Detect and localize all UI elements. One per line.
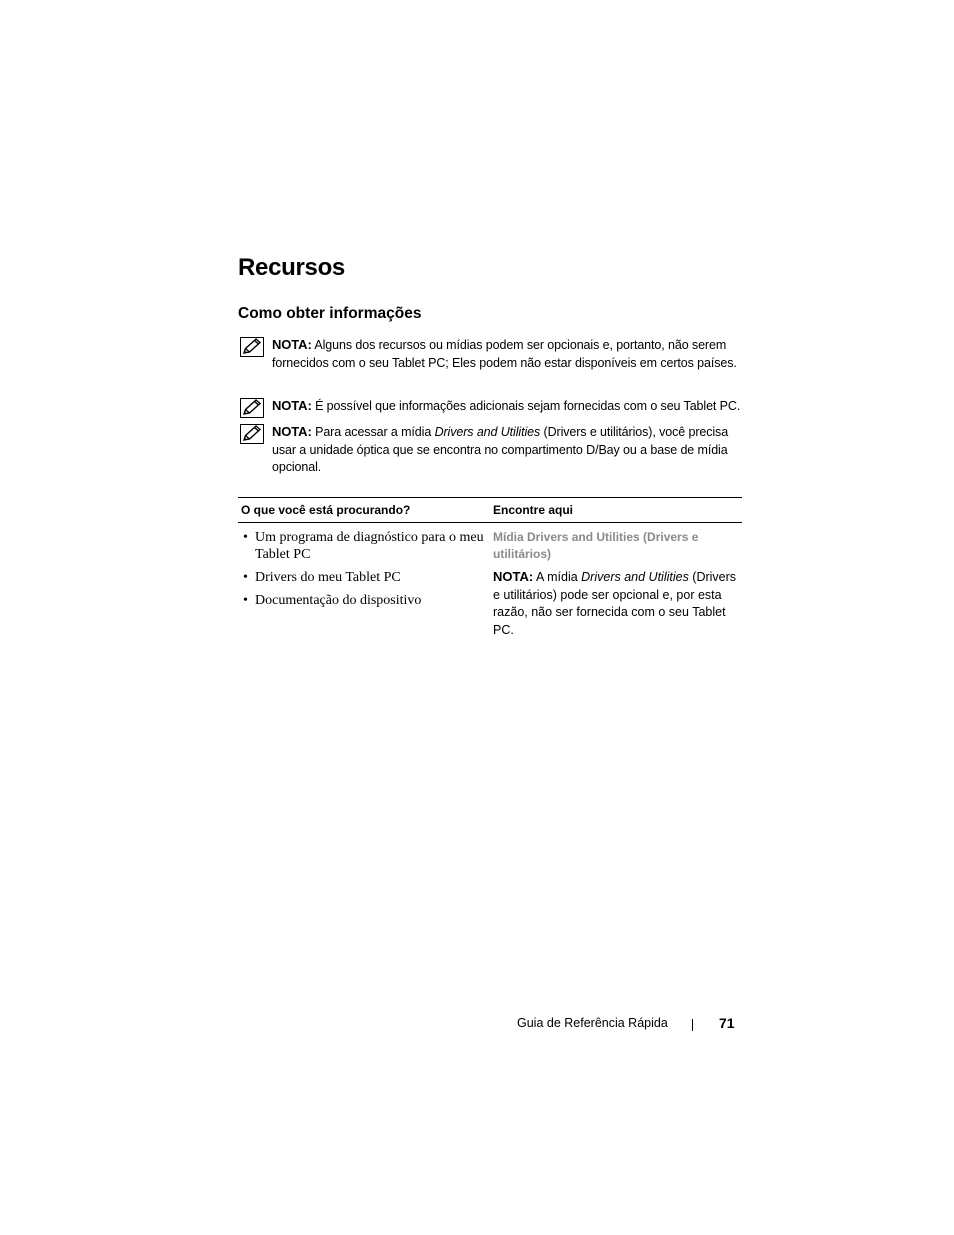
note-text [272, 423, 744, 477]
note-text [272, 336, 744, 372]
media-note-after: (Drivers e utilitários) pode ser opcional e, por esta razão, não ser fornecida com o seu Tablet PC. [493, 570, 737, 637]
note-label: NOTA: [272, 337, 312, 352]
table-header-find-here: Encontre aqui [493, 503, 574, 517]
note-1 [240, 336, 744, 372]
note-text [272, 397, 744, 416]
find-here-cell [490, 529, 742, 639]
table-header-row [238, 498, 742, 523]
footer-title: Guia de Referência Rápida [517, 1016, 668, 1030]
list-item [238, 569, 490, 586]
media-note-before: A mídia [533, 570, 582, 584]
section-heading: Como obter informações [238, 305, 422, 322]
list-item-text: Drivers do meu Tablet PC [255, 570, 401, 585]
note-body: Alguns dos recursos ou mídias podem ser opcionais e, portanto, não serem fornecidos com o seu Tablet PC; Eles podem não estar disponíveis em certos países. [272, 338, 737, 370]
info-table [238, 497, 742, 639]
note-label: NOTA: [493, 569, 534, 584]
note-media-name: Drivers and Utilities [434, 425, 541, 439]
pencil-note-icon [240, 424, 264, 444]
list-item-text: Documentação do dispositivo [255, 593, 422, 608]
media-link[interactable]: Mídia Drivers and Utilities (Drivers e utilitários) [493, 530, 699, 561]
footer-separator [692, 1019, 693, 1031]
list-item [238, 529, 490, 563]
bullet-icon: • [243, 570, 248, 585]
bullet-icon: • [243, 530, 248, 545]
note-label: NOTA: [272, 424, 312, 439]
looking-for-cell [238, 529, 490, 639]
looking-for-list [238, 529, 490, 609]
page-title: Recursos [238, 254, 345, 281]
media-note [493, 568, 738, 639]
note-body-after: (Drivers e utilitários), você precisa usar a unidade óptica que se encontra no compartimento D/Bay ou a base de mídia opcional. [272, 425, 729, 474]
note-label: NOTA: [272, 398, 312, 413]
note-2 [240, 397, 744, 416]
note-3 [240, 423, 744, 477]
note-body-before: Para acessar a mídia [311, 425, 435, 439]
list-item-text: Um programa de diagnóstico para o meu Tablet PC [255, 530, 484, 562]
note-body: É possível que informações adicionais sejam fornecidas com o seu Tablet PC. [311, 399, 741, 413]
pencil-note-icon [240, 337, 264, 357]
page-number: 71 [719, 1015, 735, 1031]
pencil-note-icon [240, 398, 264, 418]
media-note-italic: Drivers and Utilities [581, 570, 689, 584]
table-row [238, 523, 742, 639]
bullet-icon: • [243, 593, 248, 608]
list-item [238, 592, 490, 609]
table-header-looking-for: O que você está procurando? [241, 503, 411, 517]
